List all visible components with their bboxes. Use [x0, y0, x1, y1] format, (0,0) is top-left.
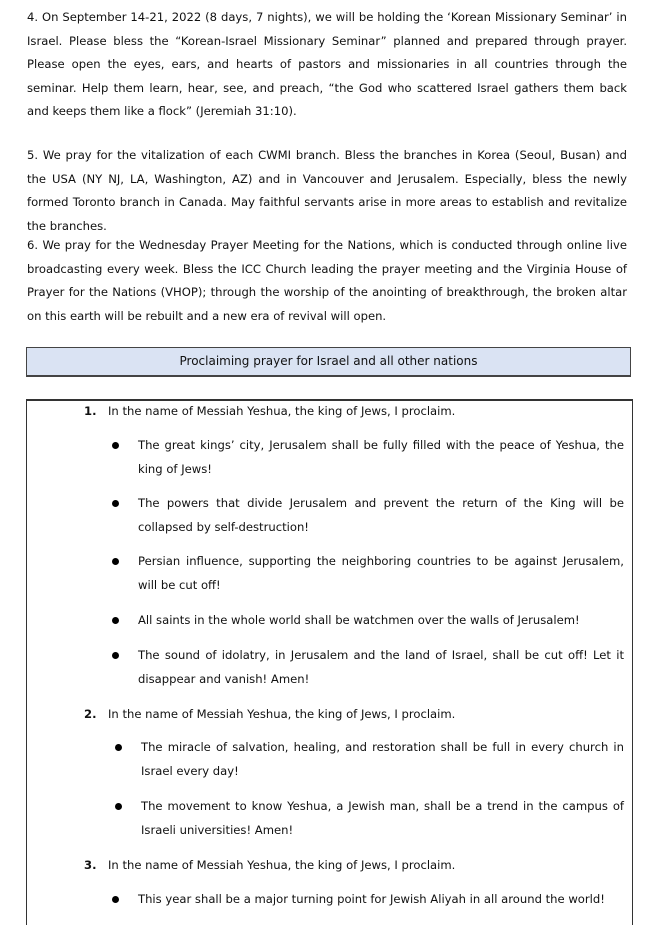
bullet-dot-icon [112, 896, 119, 903]
proclamation-bullet: Persian influence, supporting the neighboring countries to be against Jerusalem, will be cut off! [138, 554, 624, 592]
bullet-dot-icon [112, 652, 119, 659]
proclamation-bullet: The great kings’ city, Jerusalem shall be fully filled with the peace of Yeshua, the king of Jews! [138, 438, 624, 476]
paragraph-6: 6. We pray for the Wednesday Prayer Meeting for the Nations, which is conducted through online live broadcasting every week. Bless the ICC Church leading the prayer meeting and the Virginia House of Prayer for the Nations (VHOP); through the worship of the anointing of breakthrough, the broken altar on this earth will be rebuilt and a new era of revival will open. [27, 238, 627, 323]
bullet-dot-icon [115, 803, 122, 810]
paragraph-4: 4. On September 14-21, 2022 (8 days, 7 nights), we will be holding the ‘Korean Missionary Seminar’ in Israel. Please bless the “Korean-Israel Missionary Seminar” planned and prepared through prayer. Please open the eyes, ears, and hearts of pastors and missionaries in all countries through the seminar. Help them learn, hear, see, and preach, “the God who scattered Israel gathers them back and keeps them like a flock” (Jeremiah 31:10). [27, 10, 627, 118]
proclamation-bullet: The sound of idolatry, in Jerusalem and the land of Israel, shall be cut off! Let it disappear and vanish! Amen! [138, 648, 624, 686]
proclamation-number-2: 2. [84, 707, 97, 721]
proclamation-heading-text-1: In the name of Messiah Yeshua, the king of Jews, I proclaim. [108, 404, 456, 418]
proclamation-bullet: This year shall be a major turning point for Jewish Aliyah in all around the world! [138, 892, 605, 906]
proclamation-bullet: The powers that divide Jerusalem and prevent the return of the King will be collapsed by self-destruction! [138, 496, 624, 534]
proclamation-bullet: The miracle of salvation, healing, and restoration shall be full in every church in Israel every day! [141, 740, 624, 778]
proclamation-bullet: All saints in the whole world shall be watchmen over the walls of Jerusalem! [138, 613, 580, 627]
proclamation-heading-2 [84, 703, 455, 725]
bullet-dot-icon [112, 617, 119, 624]
paragraph-5: 5. We pray for the vitalization of each CWMI branch. Bless the branches in Korea (Seoul, Busan) and the USA (NY NJ, LA, Washington, AZ) and in Vancouver and Jerusalem. Especially, bless the newly formed Toronto branch in Canada. May faithful servants arise in more areas to establish and revitalize the branches. [27, 148, 627, 233]
proclamation-number-1: 1. [84, 404, 97, 418]
proclamation-banner: Proclaiming prayer for Israel and all other nations [26, 347, 631, 377]
proclamation-heading-3 [84, 854, 455, 876]
bullet-dot-icon [112, 558, 119, 565]
proclamation-number-3: 3. [84, 858, 97, 872]
proclamation-heading-text-2: In the name of Messiah Yeshua, the king of Jews, I proclaim. [108, 707, 456, 721]
bullet-dot-icon [115, 744, 122, 751]
proclamation-heading-text-3: In the name of Messiah Yeshua, the king of Jews, I proclaim. [108, 858, 456, 872]
bullet-dot-icon [112, 500, 119, 507]
proclamation-heading-1 [84, 400, 455, 422]
bullet-dot-icon [112, 442, 119, 449]
proclamation-bullet: The movement to know Yeshua, a Jewish man, shall be a trend in the campus of Israeli universities! Amen! [141, 799, 624, 837]
